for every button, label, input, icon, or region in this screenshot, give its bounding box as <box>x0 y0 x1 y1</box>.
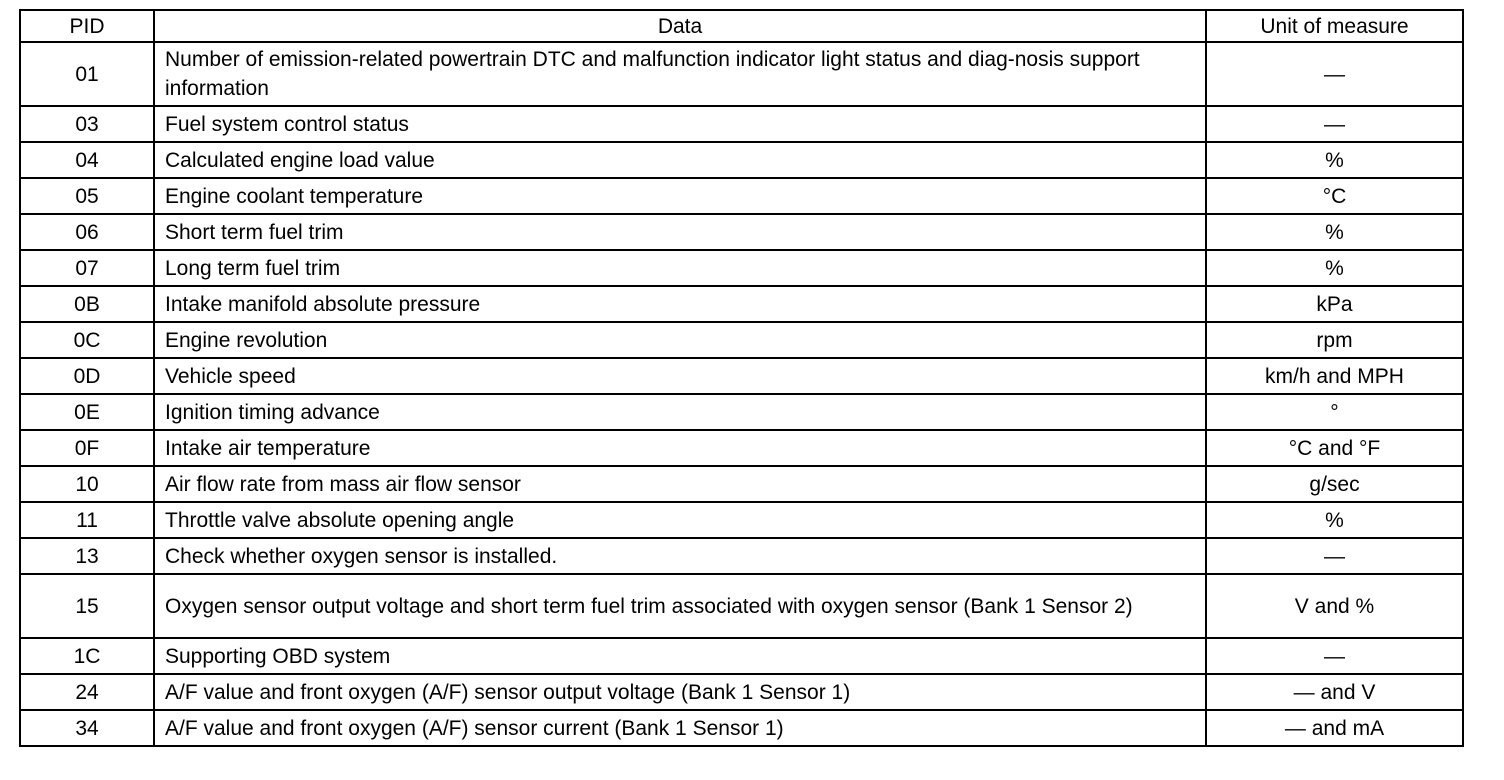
table-row <box>20 286 1463 322</box>
unit-cell: V and % <box>1206 574 1463 638</box>
unit-cell: °C and °F <box>1206 430 1463 466</box>
pid-cell: 10 <box>20 466 154 502</box>
unit-cell: % <box>1206 214 1463 250</box>
data-cell: Air flow rate from mass air flow sensor <box>154 466 1206 502</box>
header-data: Data <box>154 10 1206 42</box>
unit-cell: g/sec <box>1206 466 1463 502</box>
pid-cell: 11 <box>20 502 154 538</box>
table-row <box>20 106 1463 142</box>
pid-cell: 13 <box>20 538 154 574</box>
data-cell: Intake air temperature <box>154 430 1206 466</box>
pid-cell: 0E <box>20 394 154 430</box>
table-row <box>20 42 1463 106</box>
table-row <box>20 214 1463 250</box>
pid-cell: 24 <box>20 674 154 710</box>
table-row <box>20 142 1463 178</box>
table-body <box>20 42 1463 746</box>
pid-cell: 34 <box>20 710 154 746</box>
table-row <box>20 466 1463 502</box>
table-row <box>20 710 1463 746</box>
table-row <box>20 574 1463 638</box>
unit-cell: rpm <box>1206 322 1463 358</box>
header-unit: Unit of measure <box>1206 10 1463 42</box>
table-row <box>20 638 1463 674</box>
pid-cell: 1C <box>20 638 154 674</box>
pid-data-table <box>19 9 1464 747</box>
pid-cell: 0D <box>20 358 154 394</box>
unit-cell: ° <box>1206 394 1463 430</box>
unit-cell: % <box>1206 142 1463 178</box>
data-cell: Check whether oxygen sensor is installed. <box>154 538 1206 574</box>
data-cell: A/F value and front oxygen (A/F) sensor output voltage (Bank 1 Sensor 1) <box>154 674 1206 710</box>
data-cell: Ignition timing advance <box>154 394 1206 430</box>
unit-cell: % <box>1206 250 1463 286</box>
table-row <box>20 250 1463 286</box>
data-cell: Engine revolution <box>154 322 1206 358</box>
data-cell: Vehicle speed <box>154 358 1206 394</box>
data-cell: Fuel system control status <box>154 106 1206 142</box>
data-cell: Oxygen sensor output voltage and short term fuel trim associated with oxygen sensor (Bank 1 Sensor 2) <box>154 574 1206 638</box>
pid-cell: 06 <box>20 214 154 250</box>
table-row <box>20 502 1463 538</box>
data-cell: Long term fuel trim <box>154 250 1206 286</box>
unit-cell: km/h and MPH <box>1206 358 1463 394</box>
data-cell: Intake manifold absolute pressure <box>154 286 1206 322</box>
data-cell: Calculated engine load value <box>154 142 1206 178</box>
pid-cell: 05 <box>20 178 154 214</box>
pid-cell: 0C <box>20 322 154 358</box>
table-header <box>20 10 1463 42</box>
pid-cell: 04 <box>20 142 154 178</box>
pid-cell: 0F <box>20 430 154 466</box>
table-row <box>20 322 1463 358</box>
unit-cell: % <box>1206 502 1463 538</box>
pid-cell: 15 <box>20 574 154 638</box>
table-row <box>20 430 1463 466</box>
unit-cell: kPa <box>1206 286 1463 322</box>
header-row <box>20 10 1463 42</box>
data-cell: Supporting OBD system <box>154 638 1206 674</box>
table-row <box>20 674 1463 710</box>
table-row <box>20 394 1463 430</box>
data-cell: Throttle valve absolute opening angle <box>154 502 1206 538</box>
unit-cell: °C <box>1206 178 1463 214</box>
table-row <box>20 538 1463 574</box>
pid-cell: 07 <box>20 250 154 286</box>
unit-cell: — <box>1206 638 1463 674</box>
unit-cell: — <box>1206 42 1463 106</box>
unit-cell: — and V <box>1206 674 1463 710</box>
pid-cell: 0B <box>20 286 154 322</box>
data-cell: Number of emission-related powertrain DTC and malfunction indicator light status and diag-nosis support information <box>154 42 1206 106</box>
table-row <box>20 358 1463 394</box>
data-cell: Engine coolant temperature <box>154 178 1206 214</box>
unit-cell: — and mA <box>1206 710 1463 746</box>
pid-cell: 03 <box>20 106 154 142</box>
pid-cell: 01 <box>20 42 154 106</box>
data-cell: A/F value and front oxygen (A/F) sensor current (Bank 1 Sensor 1) <box>154 710 1206 746</box>
data-cell: Short term fuel trim <box>154 214 1206 250</box>
header-pid: PID <box>20 10 154 42</box>
unit-cell: — <box>1206 538 1463 574</box>
table-row <box>20 178 1463 214</box>
unit-cell: — <box>1206 106 1463 142</box>
